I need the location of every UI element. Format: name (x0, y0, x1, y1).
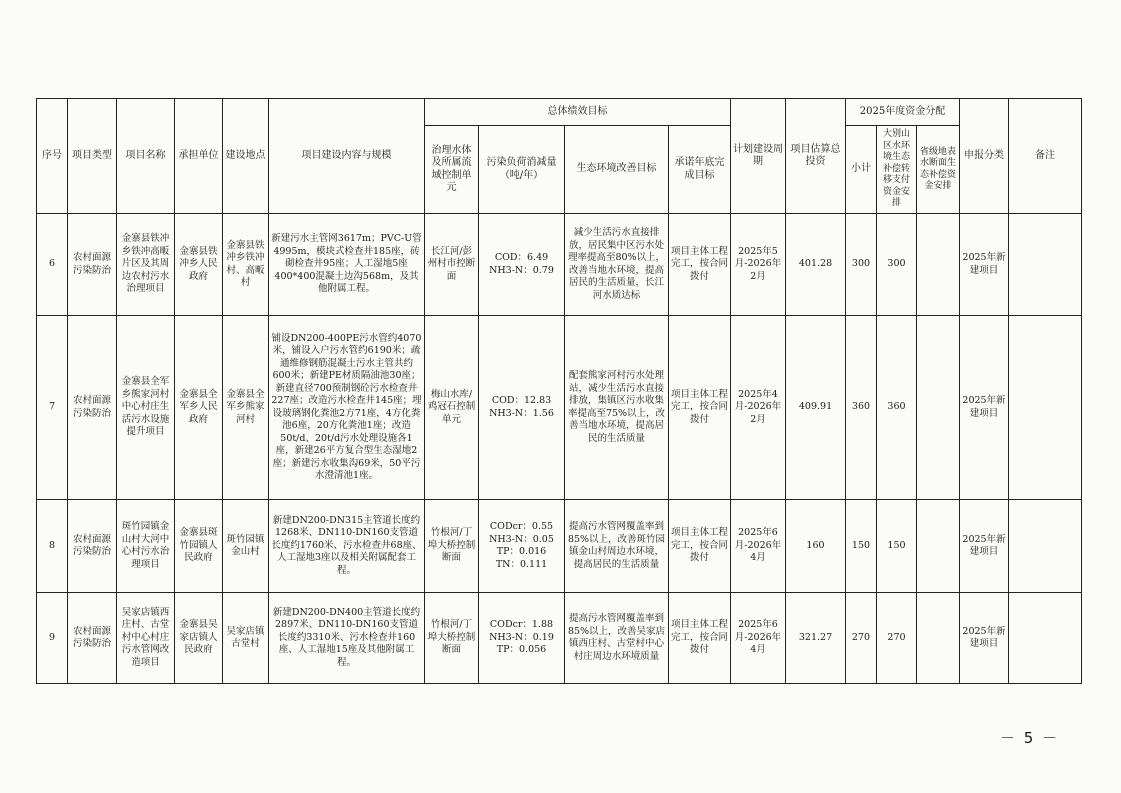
row-period: 2025年6月-2026年4月 (731, 593, 786, 684)
header-fund-group: 2025年度资金分配 (846, 99, 960, 126)
header-content: 项目建设内容与规模 (269, 99, 425, 214)
header-name: 项目名称 (117, 99, 175, 214)
row-promise: 项目主体工程完工，按合同拨付 (669, 593, 731, 684)
row-type: 农村面源污染防治 (68, 214, 117, 316)
pollutant-value: COD：12.83 (491, 395, 552, 406)
row-province (917, 214, 960, 316)
row-watershed: 竹根河/丁埠大桥控制断面 (425, 593, 479, 684)
pollutant-value: COD：6.49 (494, 252, 549, 263)
header-period: 计划建设周期 (731, 99, 786, 214)
header-promise: 承诺年底完成目标 (669, 126, 731, 214)
row-location: 金寨县铁冲乡铁冲村、高畈村 (223, 214, 269, 316)
row-dabie: 150 (877, 500, 917, 593)
row-name: 斑竹园镇金山村大河中心村污水治理项目 (117, 500, 175, 593)
pollutant-value: NH3-N：0.05 (489, 533, 554, 545)
header-eco: 生态环境改善目标 (565, 126, 669, 214)
header-pollutant: 污染负荷消减量（吨/年） (479, 126, 565, 214)
header-watershed: 治理水体及所属流域控制单元 (425, 126, 479, 214)
header-province: 省级地表水断面生态补偿资金安排 (917, 126, 960, 214)
row-content: 铺设DN200-400PE污水管约4070米，铺设入户污水管约6190米；疏通维修钢筋混凝土污水主管共约600米；新建PE材质隔油池30座；新建直径700预制钢砼污水检查井227座；改造污水检查井145座；埋设玻璃钢化粪池2方71座，4方化粪池6座，20方化粪池1座；改造50t/d、20t/d污水处理设施各1座，新建26平方复合型生态湿地2座；新建污水收集沟69米，50平污水澄清池1座。 (269, 316, 425, 500)
row-seq: 9 (37, 593, 68, 684)
row-invest: 401.28 (786, 214, 846, 316)
row-province (917, 316, 960, 500)
row-province (917, 500, 960, 593)
header-perf-group: 总体绩效目标 (425, 99, 731, 126)
table-row (37, 214, 1082, 316)
project-table (36, 98, 1082, 684)
row-pollutant (479, 214, 565, 316)
pollutant-value: NH3-N：0.79 (489, 264, 554, 276)
row-promise: 项目主体工程完工，按合同拨付 (669, 500, 731, 593)
row-subtotal: 270 (846, 593, 877, 684)
row-eco-goal: 提高污水管网覆盖率到85%以上，改善吴家店镇西庄村、古堂村中心村庄周边水环境质量 (565, 593, 669, 684)
pollutant-value: TN：0.111 (495, 558, 548, 570)
row-location: 斑竹园镇金山村 (223, 500, 269, 593)
pollutant-value: NH3-N：1.56 (489, 407, 554, 419)
row-content: 新建DN200-DN315主管道长度约1268米、DN110-DN160支管道长度约1760米、污水检查井68座、人工湿地3座以及相关附属配套工程。 (269, 500, 425, 593)
page-number: － 5 － (1000, 729, 1060, 747)
row-invest: 321.27 (786, 593, 846, 684)
row-seq: 8 (37, 500, 68, 593)
row-unit: 金寨县全军乡人民政府 (175, 316, 223, 500)
row-apply: 2025年新建项目 (960, 593, 1009, 684)
pollutant-value: CODcr：1.88 (489, 619, 554, 631)
row-name: 吴家店镇西庄村、古堂村中心村庄污水管网改造项目 (117, 593, 175, 684)
header-subtotal: 小计 (846, 126, 877, 214)
table-row (37, 593, 1082, 684)
pollutant-value: CODcr：0.55 (489, 521, 554, 532)
row-content: 新建污水主管网3617m；PVC-U管4995m，模块式检查井185座，砖砌检查井95座；人工湿地5座400*400混凝土边沟568m，及其他附属工程。 (269, 214, 425, 316)
table-row (37, 500, 1082, 593)
row-unit: 金寨县斑竹园镇人民政府 (175, 500, 223, 593)
row-promise: 项目主体工程完工，按合同拨付 (669, 316, 731, 500)
row-invest: 409.91 (786, 316, 846, 500)
row-remark (1009, 593, 1082, 684)
row-remark (1009, 316, 1082, 500)
header-unit: 承担单位 (175, 99, 223, 214)
row-location: 金寨县全军乡熊家河村 (223, 316, 269, 500)
row-watershed: 长江河/彭州村市控断面 (425, 214, 479, 316)
row-dabie: 300 (877, 214, 917, 316)
row-type: 农村面源污染防治 (68, 593, 117, 684)
header-apply: 申报分类 (960, 99, 1009, 214)
row-subtotal: 150 (846, 500, 877, 593)
row-pollutant (479, 593, 565, 684)
row-invest: 160 (786, 500, 846, 593)
row-apply: 2025年新建项目 (960, 214, 1009, 316)
row-subtotal: 360 (846, 316, 877, 500)
row-remark (1009, 500, 1082, 593)
pollutant-value: NH3-N：0.19 (489, 631, 554, 643)
header-seq: 序号 (37, 99, 68, 214)
row-unit: 金寨县铁冲乡人民政府 (175, 214, 223, 316)
row-seq: 7 (37, 316, 68, 500)
row-watershed: 梅山水库/鸡冠石控制单元 (425, 316, 479, 500)
row-name: 金寨县铁冲乡铁冲高畈片区及其周边农村污水治理项目 (117, 214, 175, 316)
row-type: 农村面源污染防治 (68, 316, 117, 500)
row-pollutant (479, 316, 565, 500)
pollutant-value: TP：0.056 (496, 644, 547, 656)
row-apply: 2025年新建项目 (960, 316, 1009, 500)
header-type: 项目类型 (68, 99, 117, 214)
row-dabie: 270 (877, 593, 917, 684)
row-period: 2025年6月-2026年4月 (731, 500, 786, 593)
row-promise: 项目主体工程完工，按合同拨付 (669, 214, 731, 316)
header-location: 建设地点 (223, 99, 269, 214)
row-eco-goal: 提高污水管网覆盖率到85%以上，改善斑竹园镇金山村周边水环境，提高居民的生活质量 (565, 500, 669, 593)
row-apply: 2025年新建项目 (960, 500, 1009, 593)
row-period: 2025年4月-2026年2月 (731, 316, 786, 500)
row-remark (1009, 214, 1082, 316)
row-watershed: 竹根河/丁埠大桥控制断面 (425, 500, 479, 593)
row-type: 农村面源污染防治 (68, 500, 117, 593)
row-subtotal: 300 (846, 214, 877, 316)
row-content: 新建DN200-DN400主管道长度约2897米、DN110-DN160支管道长度约3310米、污水检查井160座、人工湿地15座及其他附属工程。 (269, 593, 425, 684)
row-dabie: 360 (877, 316, 917, 500)
table-row (37, 316, 1082, 500)
row-name: 金寨县全军乡熊家河村中心村庄生活污水设施提升项目 (117, 316, 175, 500)
row-location: 吴家店镇古堂村 (223, 593, 269, 684)
row-period: 2025年5月-2026年2月 (731, 214, 786, 316)
row-pollutant (479, 500, 565, 593)
pollutant-value: TP：0.016 (496, 546, 547, 557)
row-unit: 金寨县吴家店镇人民政府 (175, 593, 223, 684)
row-province (917, 593, 960, 684)
row-eco-goal: 减少生活污水直接排放，居民集中区污水处理率提高至80%以上，改善当地水环境，提高居民的生活质量，长江河水质达标 (565, 214, 669, 316)
header-dabie: 大别山区水环境生态补偿转移支付资金安排 (877, 126, 917, 214)
row-eco-goal: 配套熊家河村污水处理站，减少生活污水直接排放，集镇区污水收集率提高至75%以上，改善当地水环境，提高居民的生活质量 (565, 316, 669, 500)
header-invest: 项目估算总投资 (786, 99, 846, 214)
header-remark: 备注 (1009, 99, 1082, 214)
row-seq: 6 (37, 214, 68, 316)
